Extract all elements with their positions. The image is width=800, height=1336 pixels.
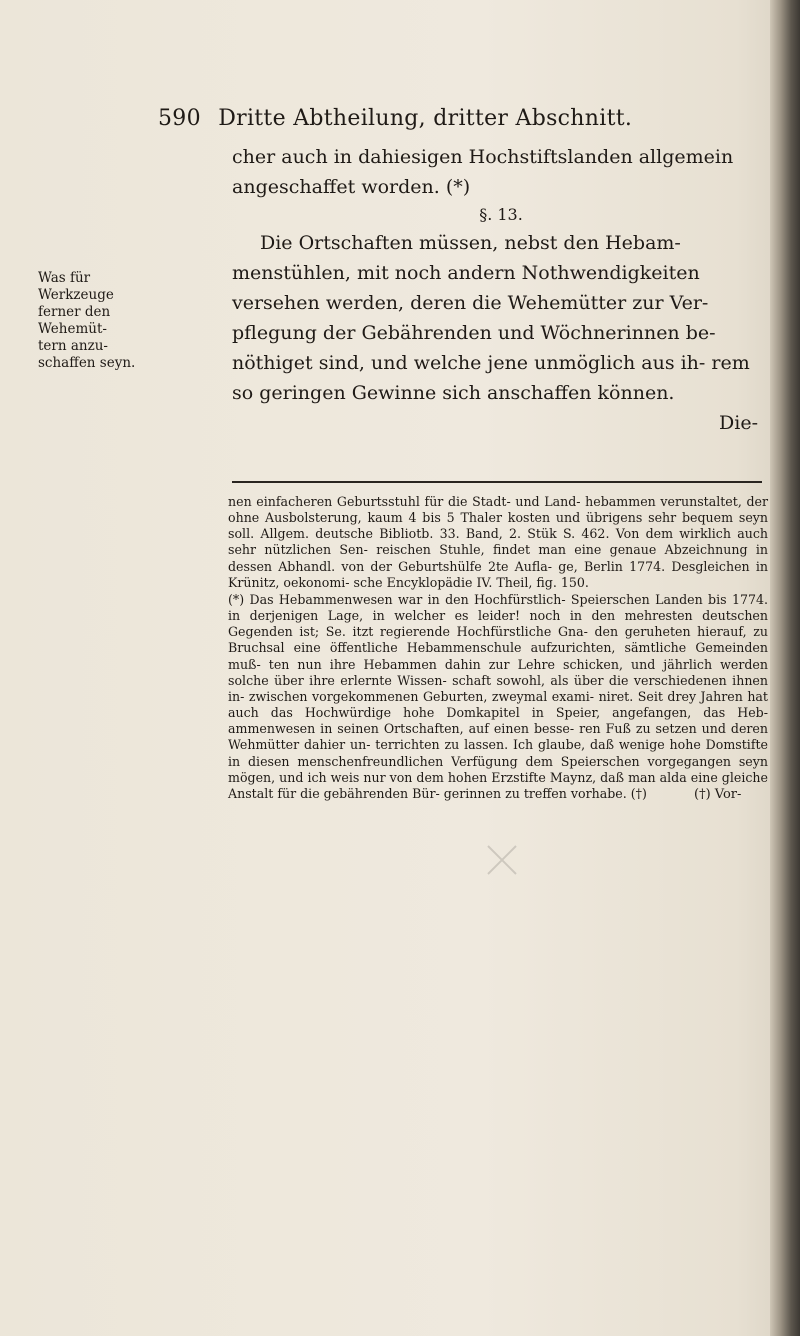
page-number: 590 xyxy=(158,106,201,131)
margin-note-line: tern anzu- xyxy=(38,338,108,354)
faint-stamp-mark xyxy=(480,838,524,882)
main-text-line: cher auch in dahiesigen Hochstiftslanden allgemein xyxy=(232,146,734,168)
footnote-rule xyxy=(232,481,762,483)
margin-note-line: Wehemüt- xyxy=(38,321,107,337)
catchword: Die- xyxy=(719,412,758,434)
margin-note-line: Werkzeuge xyxy=(38,287,114,303)
section-number: §. 13. xyxy=(479,205,523,224)
margin-note-line: Was für xyxy=(38,270,91,286)
page-edge-shadow xyxy=(770,0,800,1336)
footnote-continued: nen einfacheren Geburtsstuhl für die Stadt- und Land- hebammen verunstaltet, der ohne Ausbolsterung, kaum 4 bis 5 Thaler kosten und übrigens sehr bequem seyn soll. Allgem. deutsche Bibliotb. 33. Band, 2. Stük S. 462. Von dem wirklich auch sehr nützlichen Sen- reischen Stuhle, findet man eine genaue Abzeichnung in dessen Abhandl. von der Geburtshülfe 2te Aufla- ge, Berlin 1774. Desgleichen in Krünitz, oekonomi- sche Encyklopädie IV. Theil, fig. 150. xyxy=(228,494,768,590)
footnote-catchword: (†) Vor- xyxy=(694,787,742,802)
margin-note-line: ferner den xyxy=(38,304,111,320)
footnotes xyxy=(228,494,768,802)
running-title: Dritte Abtheilung, dritter Abschnitt. xyxy=(218,106,633,131)
main-text xyxy=(232,142,770,438)
margin-note xyxy=(38,270,178,372)
main-text-line: angeschaffet worden. (*) xyxy=(232,176,471,198)
footnote: (*) Das Hebammenwesen war in den Hochfürstlich- Speierschen Landen bis 1774. in derjenigen Lage, in welcher es leider! noch in den mehresten deutschen Gegenden ist; Se. itzt regierende Hochfürstliche Gna- den geruheten hierauf, zu Bruchsal eine öffentliche Hebammenschule aufzurichten, sämtliche Gemeinden muß- ten nun ihre Hebammen dahin zur Lehre schicken, und jährlich werden solche über ihre erlernte Wissen- schaft sowohl, als über die verschiedenen ihnen in- zwischen vorgekommenen Geburten, zweymal exami- niret. Seit drey Jahren hat auch das Hochwürdige hohe Domkapitel in Speier, angefangen, das Heb- ammenwesen in seinen Ortschaften, auf einen besse- ren Fuß zu setzen und deren Wehmütter dahier un- terrichten zu lassen. Ich glaube, daß wenige hohe Domstifte in diesen menschenfreundlichen Verfügung dem Speierschen vorgegangen seyn mögen, und ich weis nur von dem hohen Erzstifte Maynz, daß man alda eine gleiche Anstalt für die gebährenden Bür- gerinnen zu treffen vorhabe. (†) xyxy=(228,591,768,801)
main-paragraph: Die Ortschaften müssen, nebst den Hebam- menstühlen, mit noch andern Nothwendigkeiten versehen werden, deren die Wehemütter zur Ver- pflegung der Gebährenden und Wöchnerinnen be- nöthiget sind, und welche jene unmöglich aus ih- rem so geringen Gewinne sich anschaffen können. xyxy=(232,232,750,404)
running-head xyxy=(158,106,758,131)
margin-note-line: schaffen seyn. xyxy=(38,355,136,371)
